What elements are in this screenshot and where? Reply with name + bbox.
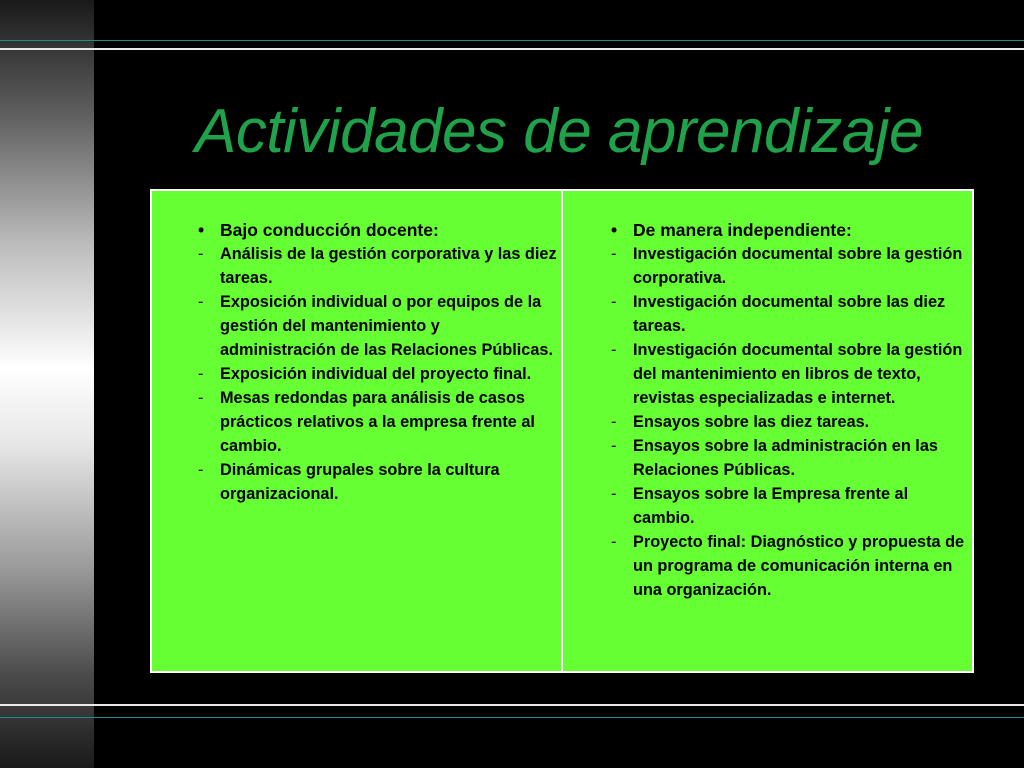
dash-icon: - — [198, 389, 204, 407]
left-heading — [198, 218, 561, 242]
bottom-white-rule — [0, 704, 1024, 706]
list-item: - Dinámicas grupales sobre la cultura organizacional. — [198, 458, 561, 506]
bullet-icon: • — [611, 220, 618, 240]
list-item: - Ensayos sobre las diez tareas. — [611, 410, 972, 434]
list-item: - Exposición individual o por equipos de la gestión del mantenimiento y administración de las Relaciones Públicas. — [198, 290, 561, 362]
dash-icon: - — [198, 365, 204, 383]
left-item-list — [198, 242, 561, 506]
list-item: - Proyecto final: Diagnóstico y propuesta de un programa de comunicación interna en una organización. — [611, 530, 972, 602]
dash-icon: - — [611, 533, 617, 551]
list-item: - Análisis de la gestión corporativa y las diez tareas. — [198, 242, 561, 290]
top-white-rule — [0, 48, 1024, 50]
right-heading-text: De manera independiente: — [633, 220, 852, 240]
list-item: - Ensayos sobre la administración en las Relaciones Públicas. — [611, 434, 972, 482]
right-column — [563, 191, 972, 671]
list-item: - Mesas redondas para análisis de casos prácticos relativos a la empresa frente al cambio. — [198, 386, 561, 458]
list-item: - Exposición individual del proyecto final. — [198, 362, 561, 386]
dash-icon: - — [611, 245, 617, 263]
slide-title: Actividades de aprendizaje — [194, 97, 924, 166]
dash-icon: - — [198, 245, 204, 263]
list-item: - Investigación documental sobre la gestión del mantenimiento en libros de texto, revistas especializadas e internet. — [611, 338, 972, 410]
activities-table — [150, 189, 974, 673]
bullet-icon: • — [198, 220, 205, 240]
dash-icon: - — [611, 437, 617, 455]
dash-icon: - — [611, 293, 617, 311]
dash-icon: - — [611, 485, 617, 503]
list-item: - Investigación documental sobre las diez tareas. — [611, 290, 972, 338]
dash-icon: - — [198, 293, 204, 311]
dash-icon: - — [611, 341, 617, 359]
bottom-teal-rule — [0, 717, 1024, 718]
side-gradient-bar — [0, 0, 94, 768]
dash-icon: - — [611, 413, 617, 431]
left-heading-text: Bajo conducción docente: — [220, 220, 439, 240]
list-item: - Investigación documental sobre la gestión corporativa. — [611, 242, 972, 290]
left-column — [152, 191, 563, 671]
right-item-list — [611, 242, 972, 602]
dash-icon: - — [198, 461, 204, 479]
list-item: - Ensayos sobre la Empresa frente al cambio. — [611, 482, 972, 530]
top-teal-rule — [0, 40, 1024, 41]
right-heading — [611, 218, 972, 242]
